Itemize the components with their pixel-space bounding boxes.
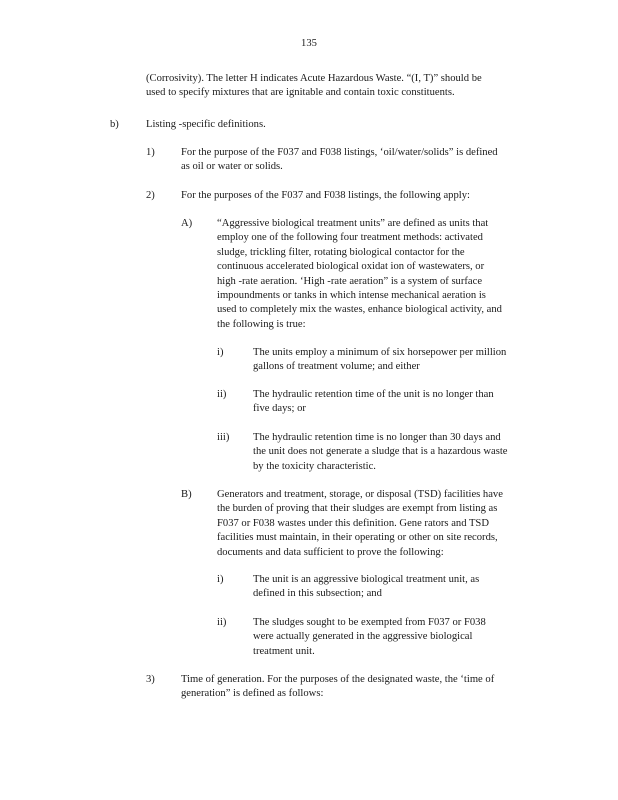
item-2B-text	[217, 488, 539, 560]
item-2A-iii-text	[253, 431, 539, 474]
item-2B-i-label: i)	[217, 574, 224, 585]
text-line: The hydraulic retention time is no longer than 30 days and	[253, 432, 501, 443]
item-2-text	[181, 189, 537, 203]
item-2A-i-text	[253, 346, 539, 375]
text-line: used to completely mix the wastes, enhance biological activity, and	[217, 304, 502, 316]
text-line: the burden of proving that their sludges are exempt from listing as	[217, 503, 498, 515]
text-line: generation” is defined as follows:	[181, 688, 324, 700]
text-line: gallons of treatment volume; and either	[253, 361, 420, 373]
item-2A-ii-label: ii)	[217, 389, 227, 400]
text-line: by the toxicity characteristic.	[253, 460, 376, 472]
item-1-label: 1)	[146, 147, 155, 158]
text-line: F037 or F038 wastes under this definition. Gene rators and TSD	[217, 517, 489, 529]
text-line: documents and data sufficient to prove the following:	[217, 546, 444, 558]
text-line: the unit does not generate a sludge that is a hazardous waste	[253, 446, 508, 458]
item-3-label: 3)	[146, 674, 155, 685]
text-line: “Aggressive biological treatment units” are defined as units that	[217, 218, 489, 229]
text-line: The sludges sought to be exempted from F037 or F038	[253, 617, 486, 628]
text-line: five days; or	[253, 403, 306, 415]
text-line: defined in this subsection; and	[253, 588, 382, 600]
text-line: the following is true:	[217, 318, 306, 330]
item-2B-ii-label: ii)	[217, 617, 227, 628]
section-b-label: b)	[110, 119, 119, 130]
item-1-text	[181, 146, 537, 175]
item-2A-i-label: i)	[217, 347, 224, 358]
text-line: The hydraulic retention time of the unit is no longer than	[253, 389, 494, 400]
text-line: impoundments or tanks in which intense mechanical aeration is	[217, 290, 486, 302]
text-line: were actually generated in the aggressive biological	[253, 631, 473, 643]
text-line: Time of generation. For the purposes of the designated waste, the ‘time of	[181, 674, 495, 685]
text-line: facilities must maintain, in their operating or other on site records,	[217, 532, 498, 544]
intro-paragraph	[146, 72, 536, 101]
item-2A-iii-label: iii)	[217, 432, 230, 443]
item-2A-ii-text	[253, 388, 539, 417]
text-line: used to specify mixtures that are ignitable and contain toxic constituents.	[146, 87, 455, 99]
text-line: as oil or water or solids.	[181, 161, 283, 173]
text-line: For the purposes of the F037 and F038 listings, the following apply:	[181, 190, 470, 201]
text-line: (Corrosivity). The letter H indicates Acute Hazardous Waste. “(I, T)” should be	[146, 73, 482, 84]
page-number: 135	[301, 38, 317, 49]
item-2-label: 2)	[146, 190, 155, 201]
text-line: The units employ a minimum of six horsepower per million	[253, 347, 507, 358]
item-2B-label: B)	[181, 489, 192, 500]
item-2A-text	[217, 217, 539, 332]
text-line: Generators and treatment, storage, or disposal (TSD) facilities have	[217, 489, 503, 500]
text-line: treatment unit.	[253, 645, 315, 657]
text-line: sludge, trickling filter, rotating biological contactor for the	[217, 246, 465, 258]
text-line: continuous accelerated biological oxidat ion of wastewaters, or	[217, 261, 485, 273]
item-2B-ii-text	[253, 616, 539, 659]
item-2A-label: A)	[181, 218, 193, 229]
text-line: employ one of the following four treatment methods: activated	[217, 232, 483, 244]
text-line: high -rate aeration. ‘High -rate aeration” is a system of surface	[217, 275, 483, 287]
text-line: For the purpose of the F037 and F038 listings, ‘oil/water/solids” is defined	[181, 147, 498, 158]
item-2B-i-text	[253, 573, 539, 602]
item-3-text	[181, 673, 539, 702]
text-line: The unit is an aggressive biological treatment unit, as	[253, 574, 480, 585]
section-b-heading: Listing -specific definitions.	[146, 119, 266, 130]
